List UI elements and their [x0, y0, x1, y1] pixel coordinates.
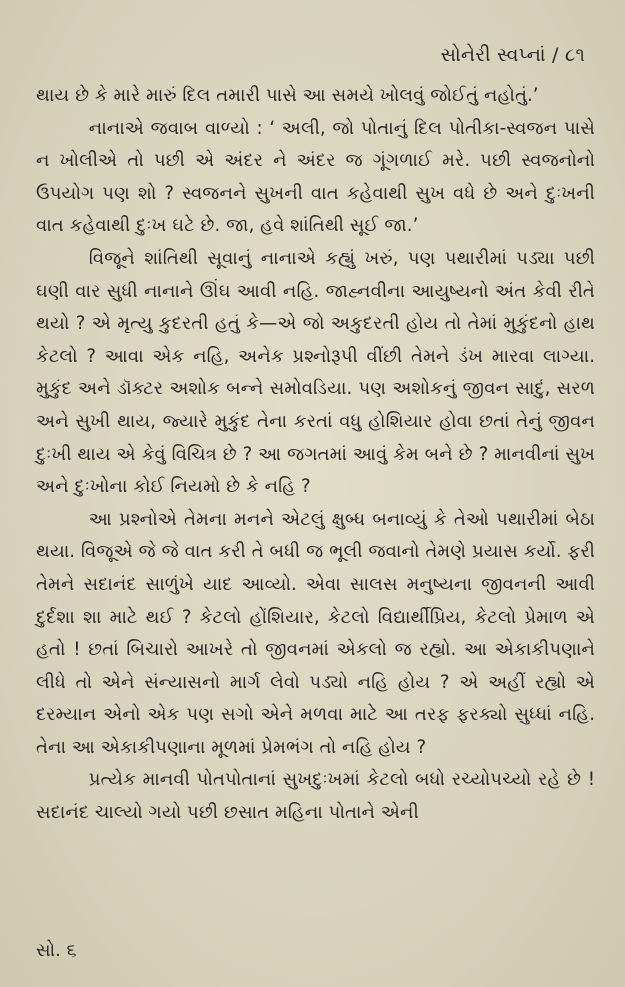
paragraph-continuation: થાય છે કે મારે મારું દિલ તમારી પાસે આ સમયે ખોલવું જોઈતું નહોતું.’ [36, 85, 539, 106]
paragraph-nana-thoughts: વિજૂને શાંતિથી સૂવાનું નાનાએ કહ્યું ખરું, પણ પથારીમાં પડ્યા પછી ઘણી વાર સુધી નાનાને ઊંઘ આવી નહિ. જાહ્નવીના આયુષ્યનો અંત કેવી રીતે થયો ? એ મૃત્યુ કુદરતી હતું કે—એ જો અકુદરતી હોય તો તેમાં મુકુંદનો હાથ કેટલો ? આવા એક નહિ, અનેક પ્રશ્નોરૂપી વીંછી તેમને ડંખ મારવા લાગ્યા. મુકુંદ અને ડૉક્ટર અશોક બન્ને સમોવડિયા. પણ અશોકનું જીવન સાદું, સરળ અને સુખી થાય, જ્યારે મુકુંદ તેના કરતાં વધુ હોશિયાર હોવા છતાં તેનું જીવન દુઃખી થાય એ કેવું વિચિત્ર છે ? આ જગતમાં આવું કેમ બને છે ? માનવીનાં સુખ અને દુઃખોના કોઈ નિયમો છે કે નહિ ? [36, 247, 595, 498]
paragraph-closing: પ્રત્યેક માનવી પોતપોતાનાં સુખદુઃખમાં કેટલો બધો રચ્યોપચ્યો રહે છે ! સદાનંદ ચાલ્યો ગયો પછી છસાત મહિના પોતાને એની [36, 769, 595, 824]
printer-signature-mark: સો. ૬ [36, 940, 77, 961]
paragraph-nana-reply: નાનાએ જવાબ વાળ્યો : ‘ અલી, જો પોતાનું દિલ પોતીકા-સ્વજન પાસે ન ખોલીએ તો પછી એ અંદર ને અંદર જ ગૂંગળાઈ મરે. પછી સ્વજનોનો ઉપયોગ પણ શો ? સ્વજનને સુખની વાત કહેવાથી સુખ વધે છે અને દુઃખની વાત કહેવાથી દુઃખ ઘટે છે. જા, હવે શાંતિથી સૂઈ જા.’ [36, 117, 595, 237]
body-text [36, 80, 595, 830]
running-header: સોનેરી સ્વપ્નાં / ૮૧ [440, 44, 585, 66]
paragraph-sadanand-memory: આ પ્રશ્નોએ તેમના મનને એટલું ક્ષુબ્ધ બનાવ્યું કે તેઓ પથારીમાં બેઠા થયા. વિજૂએ જે જે વાત કરી તે બધી જ ભૂલી જવાનો તેમણે પ્રયાસ કર્યો. ફરી તેમને સદાનંદ સાળુંખે યાદ આવ્યો. એવા સાલસ મનુષ્યના જીવનની આવી દુર્દશા શા માટે થઈ ? કેટલો હોંશિયાર, કેટલો વિદ્યાર્થીપ્રિય, કેટલો પ્રેમાળ એ હતો ! છતાં બિચારો આખરે તો જીવનમાં એકલો જ રહ્યો. આ એકાકીપણાને લીધે તો એને સંન્યાસનો માર્ગ લેવો પડ્યો નહિ હોય ? એ અહીં રહ્યો એ દરમ્યાન એનો એક પણ સગો એને મળવા માટે આ તરફ ફરક્યો સુધ્ધાં નહિ. તેના આ એકાકીપણાના મૂળમાં પ્રેમભંગ તો નહિ હોય ? [36, 508, 595, 758]
